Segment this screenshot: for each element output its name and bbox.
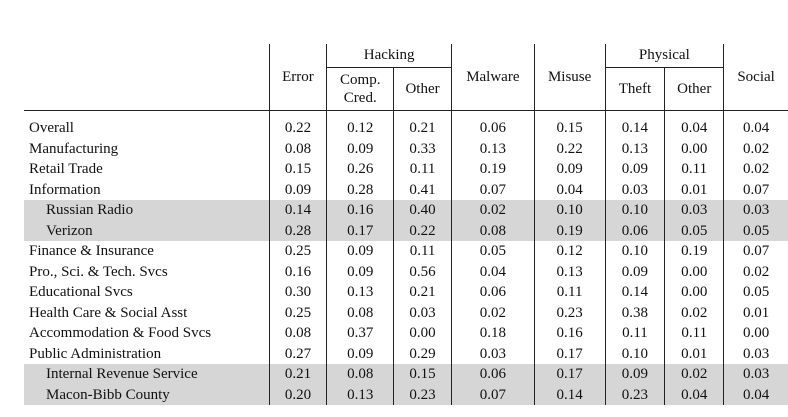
cell-error: 0.15 <box>269 159 327 180</box>
cell-social: 0.07 <box>724 241 788 262</box>
row-label: Educational Svcs <box>29 284 133 301</box>
row-label: Pro., Sci. & Tech. Svcs <box>29 263 168 280</box>
cell-theft: 0.38 <box>605 303 665 324</box>
table-row <box>24 241 788 262</box>
table-row <box>24 118 788 139</box>
cell-physical-other: 0.19 <box>665 241 724 262</box>
cell-comp-cred: 0.28 <box>327 180 394 201</box>
header-hacking-group: Hacking <box>327 44 452 68</box>
cell-malware: 0.02 <box>451 200 534 221</box>
cell-misuse: 0.23 <box>534 303 605 324</box>
cell-physical-other: 0.04 <box>665 118 724 139</box>
cell-hacking-other: 0.56 <box>394 262 452 283</box>
cell-hacking-other: 0.11 <box>394 241 452 262</box>
cell-physical-other: 0.05 <box>665 221 724 242</box>
cell-hacking-other: 0.15 <box>394 364 452 385</box>
header-row-groups <box>24 44 788 68</box>
cell-theft: 0.09 <box>605 262 665 283</box>
cell-error: 0.27 <box>269 344 327 365</box>
cell-misuse: 0.13 <box>534 262 605 283</box>
cell-hacking-other: 0.22 <box>394 221 452 242</box>
header-comp-cred-line1: Comp. <box>340 72 381 88</box>
cell-error: 0.25 <box>269 303 327 324</box>
cell-physical-other: 0.01 <box>665 180 724 201</box>
cell-social: 0.04 <box>724 118 788 139</box>
header-spacer <box>24 111 788 119</box>
cell-hacking-other: 0.29 <box>394 344 452 365</box>
cell-error: 0.08 <box>269 139 327 160</box>
cell-physical-other: 0.00 <box>665 139 724 160</box>
cell-error: 0.08 <box>269 323 327 344</box>
cell-hacking-other: 0.21 <box>394 282 452 303</box>
row-label: Information <box>29 181 101 198</box>
cell-theft: 0.03 <box>605 180 665 201</box>
header-physical-group: Physical <box>605 44 724 68</box>
row-label: Public Administration <box>29 345 162 362</box>
cell-comp-cred: 0.08 <box>327 303 394 324</box>
header-theft: Theft <box>605 68 665 111</box>
breach-action-table <box>24 44 788 405</box>
cell-error: 0.28 <box>269 221 327 242</box>
cell-misuse: 0.22 <box>534 139 605 160</box>
cell-hacking-other: 0.40 <box>394 200 452 221</box>
cell-comp-cred: 0.09 <box>327 262 394 283</box>
cell-malware: 0.06 <box>451 364 534 385</box>
cell-malware: 0.05 <box>451 241 534 262</box>
row-label: Retail Trade <box>29 161 103 178</box>
cell-social: 0.03 <box>724 344 788 365</box>
table-row <box>24 282 788 303</box>
cell-error: 0.30 <box>269 282 327 303</box>
table-row <box>24 159 788 180</box>
cell-malware: 0.06 <box>451 282 534 303</box>
cell-social: 0.04 <box>724 385 788 406</box>
cell-malware: 0.13 <box>451 139 534 160</box>
cell-misuse: 0.04 <box>534 180 605 201</box>
cell-physical-other: 0.11 <box>665 323 724 344</box>
cell-theft: 0.14 <box>605 118 665 139</box>
cell-comp-cred: 0.13 <box>327 282 394 303</box>
table-row <box>24 364 788 385</box>
cell-misuse: 0.14 <box>534 385 605 406</box>
cell-theft: 0.11 <box>605 323 665 344</box>
cell-social: 0.02 <box>724 262 788 283</box>
cell-hacking-other: 0.33 <box>394 139 452 160</box>
cell-theft: 0.10 <box>605 344 665 365</box>
cell-social: 0.02 <box>724 139 788 160</box>
cell-theft: 0.09 <box>605 159 665 180</box>
cell-theft: 0.14 <box>605 282 665 303</box>
header-misuse: Misuse <box>534 44 605 111</box>
cell-theft: 0.09 <box>605 364 665 385</box>
cell-comp-cred: 0.09 <box>327 344 394 365</box>
row-label: Accommodation & Food Svcs <box>29 325 212 342</box>
row-label: Manufacturing <box>29 140 119 157</box>
cell-hacking-other: 0.21 <box>394 118 452 139</box>
table-body <box>24 111 788 406</box>
cell-error: 0.20 <box>269 385 327 406</box>
cell-error: 0.16 <box>269 262 327 283</box>
row-label: Macon-Bibb County <box>24 385 269 406</box>
cell-physical-other: 0.01 <box>665 344 724 365</box>
cell-physical-other: 0.00 <box>665 262 724 283</box>
cell-physical-other: 0.02 <box>665 364 724 385</box>
cell-malware: 0.06 <box>451 118 534 139</box>
table-row <box>24 262 788 283</box>
cell-theft: 0.10 <box>605 241 665 262</box>
cell-social: 0.03 <box>724 364 788 385</box>
cell-misuse: 0.09 <box>534 159 605 180</box>
cell-social: 0.02 <box>724 159 788 180</box>
cell-misuse: 0.11 <box>534 282 605 303</box>
cell-malware: 0.19 <box>451 159 534 180</box>
cell-misuse: 0.19 <box>534 221 605 242</box>
cell-malware: 0.08 <box>451 221 534 242</box>
cell-social: 0.03 <box>724 200 788 221</box>
cell-misuse: 0.16 <box>534 323 605 344</box>
cell-hacking-other: 0.03 <box>394 303 452 324</box>
cell-comp-cred: 0.13 <box>327 385 394 406</box>
cell-malware: 0.07 <box>451 180 534 201</box>
cell-malware: 0.03 <box>451 344 534 365</box>
header-physical-other: Other <box>665 68 724 111</box>
cell-malware: 0.07 <box>451 385 534 406</box>
table-row <box>24 344 788 365</box>
header-malware: Malware <box>451 44 534 111</box>
cell-social: 0.07 <box>724 180 788 201</box>
row-label: Verizon <box>24 221 269 242</box>
cell-physical-other: 0.00 <box>665 282 724 303</box>
row-label: Russian Radio <box>24 200 269 221</box>
table-row <box>24 323 788 344</box>
cell-error: 0.22 <box>269 118 327 139</box>
cell-theft: 0.06 <box>605 221 665 242</box>
table-row <box>24 303 788 324</box>
header-comp-cred <box>327 68 394 111</box>
cell-theft: 0.13 <box>605 139 665 160</box>
table-row <box>24 180 788 201</box>
cell-physical-other: 0.11 <box>665 159 724 180</box>
cell-misuse: 0.15 <box>534 118 605 139</box>
cell-hacking-other: 0.00 <box>394 323 452 344</box>
cell-error: 0.21 <box>269 364 327 385</box>
cell-error: 0.14 <box>269 200 327 221</box>
cell-comp-cred: 0.26 <box>327 159 394 180</box>
cell-comp-cred: 0.08 <box>327 364 394 385</box>
cell-misuse: 0.10 <box>534 200 605 221</box>
cell-social: 0.01 <box>724 303 788 324</box>
cell-social: 0.05 <box>724 221 788 242</box>
cell-comp-cred: 0.37 <box>327 323 394 344</box>
cell-physical-other: 0.04 <box>665 385 724 406</box>
row-label: Finance & Insurance <box>29 243 154 260</box>
header-error: Error <box>269 44 327 111</box>
cell-social: 0.05 <box>724 282 788 303</box>
cell-hacking-other: 0.23 <box>394 385 452 406</box>
cell-misuse: 0.17 <box>534 344 605 365</box>
cell-social: 0.00 <box>724 323 788 344</box>
header-hacking-other: Other <box>394 68 452 111</box>
cell-comp-cred: 0.09 <box>327 241 394 262</box>
cell-comp-cred: 0.09 <box>327 139 394 160</box>
table-row <box>24 221 788 242</box>
cell-error: 0.25 <box>269 241 327 262</box>
cell-hacking-other: 0.11 <box>394 159 452 180</box>
table-row <box>24 385 788 406</box>
cell-comp-cred: 0.12 <box>327 118 394 139</box>
row-label: Internal Revenue Service <box>24 364 269 385</box>
cell-malware: 0.18 <box>451 323 534 344</box>
cell-physical-other: 0.03 <box>665 200 724 221</box>
cell-hacking-other: 0.41 <box>394 180 452 201</box>
table-row <box>24 139 788 160</box>
table-row <box>24 200 788 221</box>
header-social: Social <box>724 44 788 111</box>
cell-comp-cred: 0.17 <box>327 221 394 242</box>
cell-misuse: 0.12 <box>534 241 605 262</box>
row-label-header <box>24 44 269 111</box>
cell-theft: 0.10 <box>605 200 665 221</box>
cell-malware: 0.02 <box>451 303 534 324</box>
cell-physical-other: 0.02 <box>665 303 724 324</box>
cell-error: 0.09 <box>269 180 327 201</box>
cell-malware: 0.04 <box>451 262 534 283</box>
header-comp-cred-line2: Cred. <box>343 90 377 106</box>
cell-theft: 0.23 <box>605 385 665 406</box>
cell-comp-cred: 0.16 <box>327 200 394 221</box>
cell-misuse: 0.17 <box>534 364 605 385</box>
row-label: Health Care & Social Asst <box>29 304 188 321</box>
row-label: Overall <box>29 120 74 137</box>
